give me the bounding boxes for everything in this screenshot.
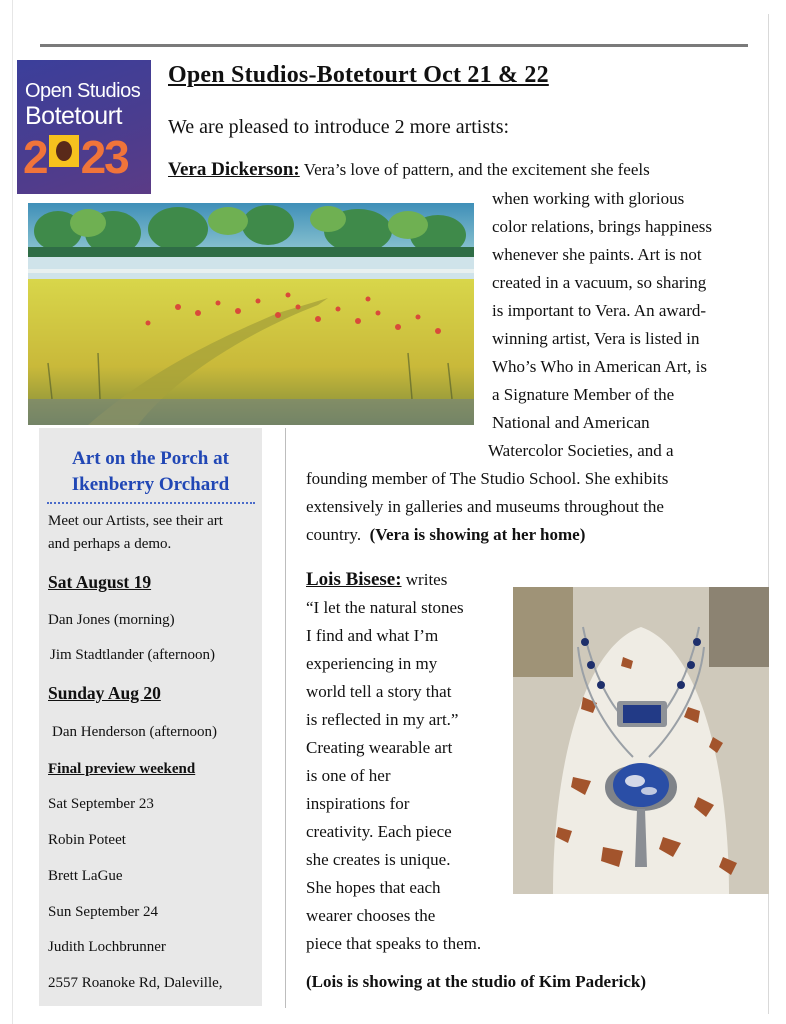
lois-line-0: writes: [405, 570, 448, 589]
vera-line-6: winning artist, Vera is listed in: [492, 329, 700, 348]
vera-landscape-painting: [28, 203, 474, 425]
vera-line-11: founding member of The Studio School. She exhibits: [306, 469, 669, 488]
events-sidebar: [39, 428, 262, 1006]
sidebar-sat-september: Sat September 23: [48, 796, 154, 812]
lois-showing-note: (Lois is showing at the studio of Kim Paderick): [306, 972, 647, 991]
lois-line-9: creativity. Each piece: [306, 822, 452, 841]
lois-line-4: world tell a story that: [306, 682, 452, 701]
lois-line-12: wearer chooses the: [306, 906, 436, 925]
lois-line-8: inspirations for: [306, 794, 410, 813]
intro-text: We are pleased to introduce 2 more artists:: [168, 116, 510, 138]
sidebar-day1-heading: Sat August 19: [48, 572, 152, 592]
sidebar-desc-line1: Meet our Artists, see their art: [48, 513, 223, 529]
lois-line-1: “I let the natural stones: [306, 598, 464, 617]
lois-first-line: [306, 566, 447, 594]
page-title: Open Studios-Botetourt Oct 21 & 22: [168, 62, 549, 88]
vera-line-10: Watercolor Societies, and a: [488, 441, 674, 460]
sidebar-day1-artist-b: Jim Stadtlander (afternoon): [50, 647, 215, 663]
column-divider: [285, 428, 286, 1008]
vera-line-3: whenever she paints. Art is not: [492, 245, 702, 264]
sidebar-title-line2: Ikenberry Orchard: [71, 474, 230, 495]
lois-line-11: She hopes that each: [306, 878, 441, 897]
logo-year-left: 2: [23, 131, 47, 183]
vera-line-9: National and American: [492, 413, 650, 432]
vera-line-2: color relations, brings happiness: [492, 217, 713, 236]
page-edge-left: [12, 0, 13, 1024]
sidebar-sun-september: Sun September 24: [48, 904, 158, 920]
vera-line-4: created in a vacuum, so sharing: [492, 273, 707, 292]
sidebar-address: 2557 Roanoke Rd, Daleville,: [48, 975, 223, 991]
vera-last-line: [306, 521, 585, 549]
logo-year-right: 23: [80, 131, 128, 183]
logo-line1: Open Studios: [25, 80, 141, 102]
top-rule: [40, 44, 748, 47]
logo-line2: Botetourt: [25, 102, 122, 130]
logo-year: [23, 130, 128, 184]
sidebar-title-line1: Art on the Porch at: [72, 448, 229, 469]
logo-emblem-icon: [49, 135, 79, 167]
open-studios-logo: [17, 60, 151, 194]
vera-line-1: when working with glorious: [492, 189, 685, 208]
vera-line-5: is important to Vera. An award-: [492, 301, 707, 320]
lois-line-5: is reflected in my art.”: [306, 710, 459, 729]
sidebar-title: [39, 446, 262, 498]
vera-showing-note: (Vera is showing at her home): [369, 525, 586, 544]
sidebar-final-heading: Final preview weekend: [48, 761, 196, 777]
vera-line-8: a Signature Member of the: [492, 385, 675, 404]
lois-line-10: she creates is unique.: [306, 850, 451, 869]
sidebar-day2-artist-a: Dan Henderson (afternoon): [52, 724, 217, 740]
vera-line-0: Vera’s love of pattern, and the excitement she feels: [303, 160, 650, 179]
lois-line-7: is one of her: [306, 766, 391, 785]
sidebar-artist-brett: Brett LaGue: [48, 868, 123, 884]
sidebar-artist-robin: Robin Poteet: [48, 832, 126, 848]
sidebar-desc-line2: and perhaps a demo.: [48, 536, 172, 552]
lois-name: Lois Bisese:: [306, 569, 402, 590]
lois-line-3: experiencing in my: [306, 654, 438, 673]
vera-line-12: extensively in galleries and museums throughout the: [306, 497, 664, 516]
sidebar-day2-heading: Sunday Aug 20: [48, 683, 161, 703]
lois-line-6: Creating wearable art: [306, 738, 453, 757]
vera-name: Vera Dickerson:: [168, 159, 300, 180]
vera-line-7: Who’s Who in American Art, is: [492, 357, 707, 376]
vera-first-line: [168, 156, 650, 184]
vera-line-13: country.: [306, 525, 362, 544]
sidebar-day1-artist-a: Dan Jones (morning): [48, 612, 175, 628]
lois-necklace-photo: [513, 587, 769, 894]
sidebar-dotted-divider: [47, 502, 255, 504]
lois-line-13: piece that speaks to them.: [306, 934, 482, 953]
sidebar-artist-judith: Judith Lochbrunner: [48, 939, 166, 955]
lois-line-2: I find and what I’m: [306, 626, 439, 645]
